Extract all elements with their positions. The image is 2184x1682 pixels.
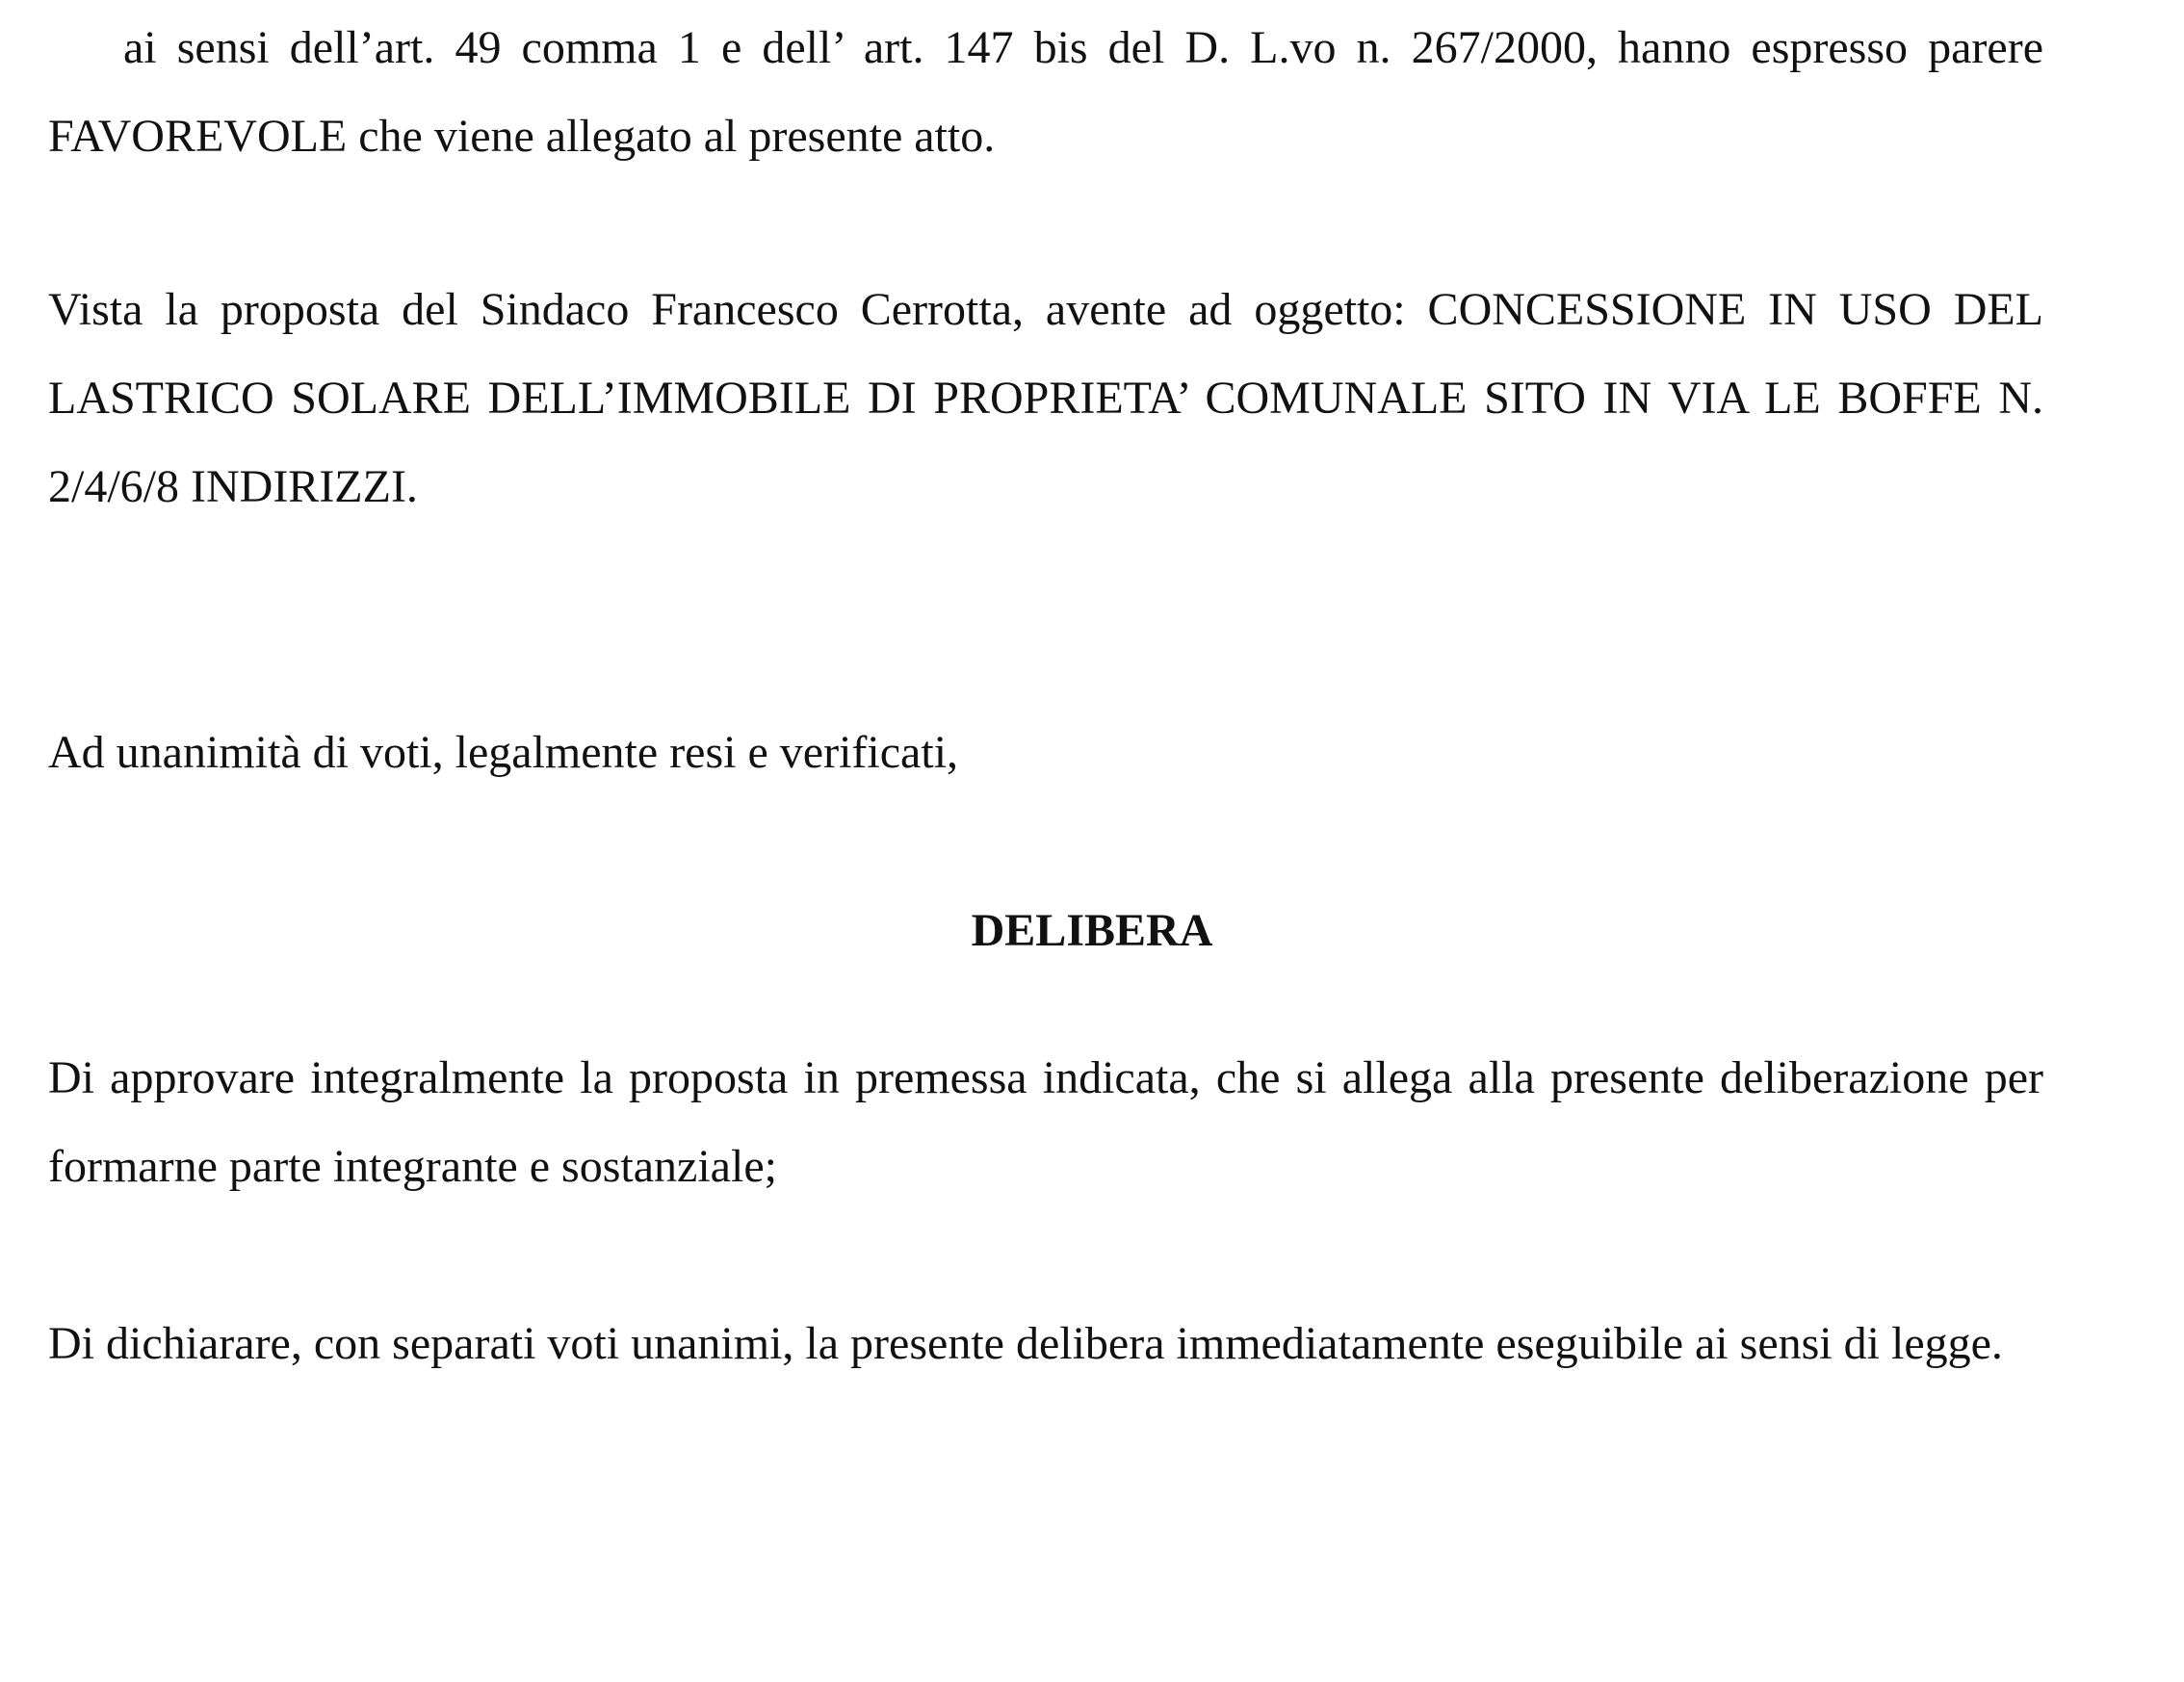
- paragraph-opinion: ai sensi dell’art. 49 comma 1 e dell’ art. 147 bis del D. L.vo n. 267/2000, hanno espresso parere FAVOREVOLE che viene allegato al presente atto.: [48, 22, 2043, 162]
- paragraph-proposal: Vista la proposta del Sindaco Francesco Cerrotta, avente ad oggetto: CONCESSIONE IN USO DEL LASTRICO SOLARE DELL’IMMOBILE DI PROPRIETA’ COMUNALE SITO IN VIA LE BOFFE N. 2/4/6/8 INDIRIZZI.: [48, 284, 2043, 512]
- delibera-heading: DELIBERA: [971, 905, 1213, 956]
- paragraph-declare: Di dichiarare, con separati voti unanimi, la presente delibera immediatamente eseguibile ai sensi di legge.: [48, 1318, 2003, 1369]
- paragraph-approve: Di approvare integralmente la proposta in premessa indicata, che si allega alla presente deliberazione per formarne parte integrante e sostanziale;: [48, 1052, 2043, 1192]
- paragraph-unanimity: Ad unanimità di voti, legalmente resi e verificati,: [48, 727, 959, 778]
